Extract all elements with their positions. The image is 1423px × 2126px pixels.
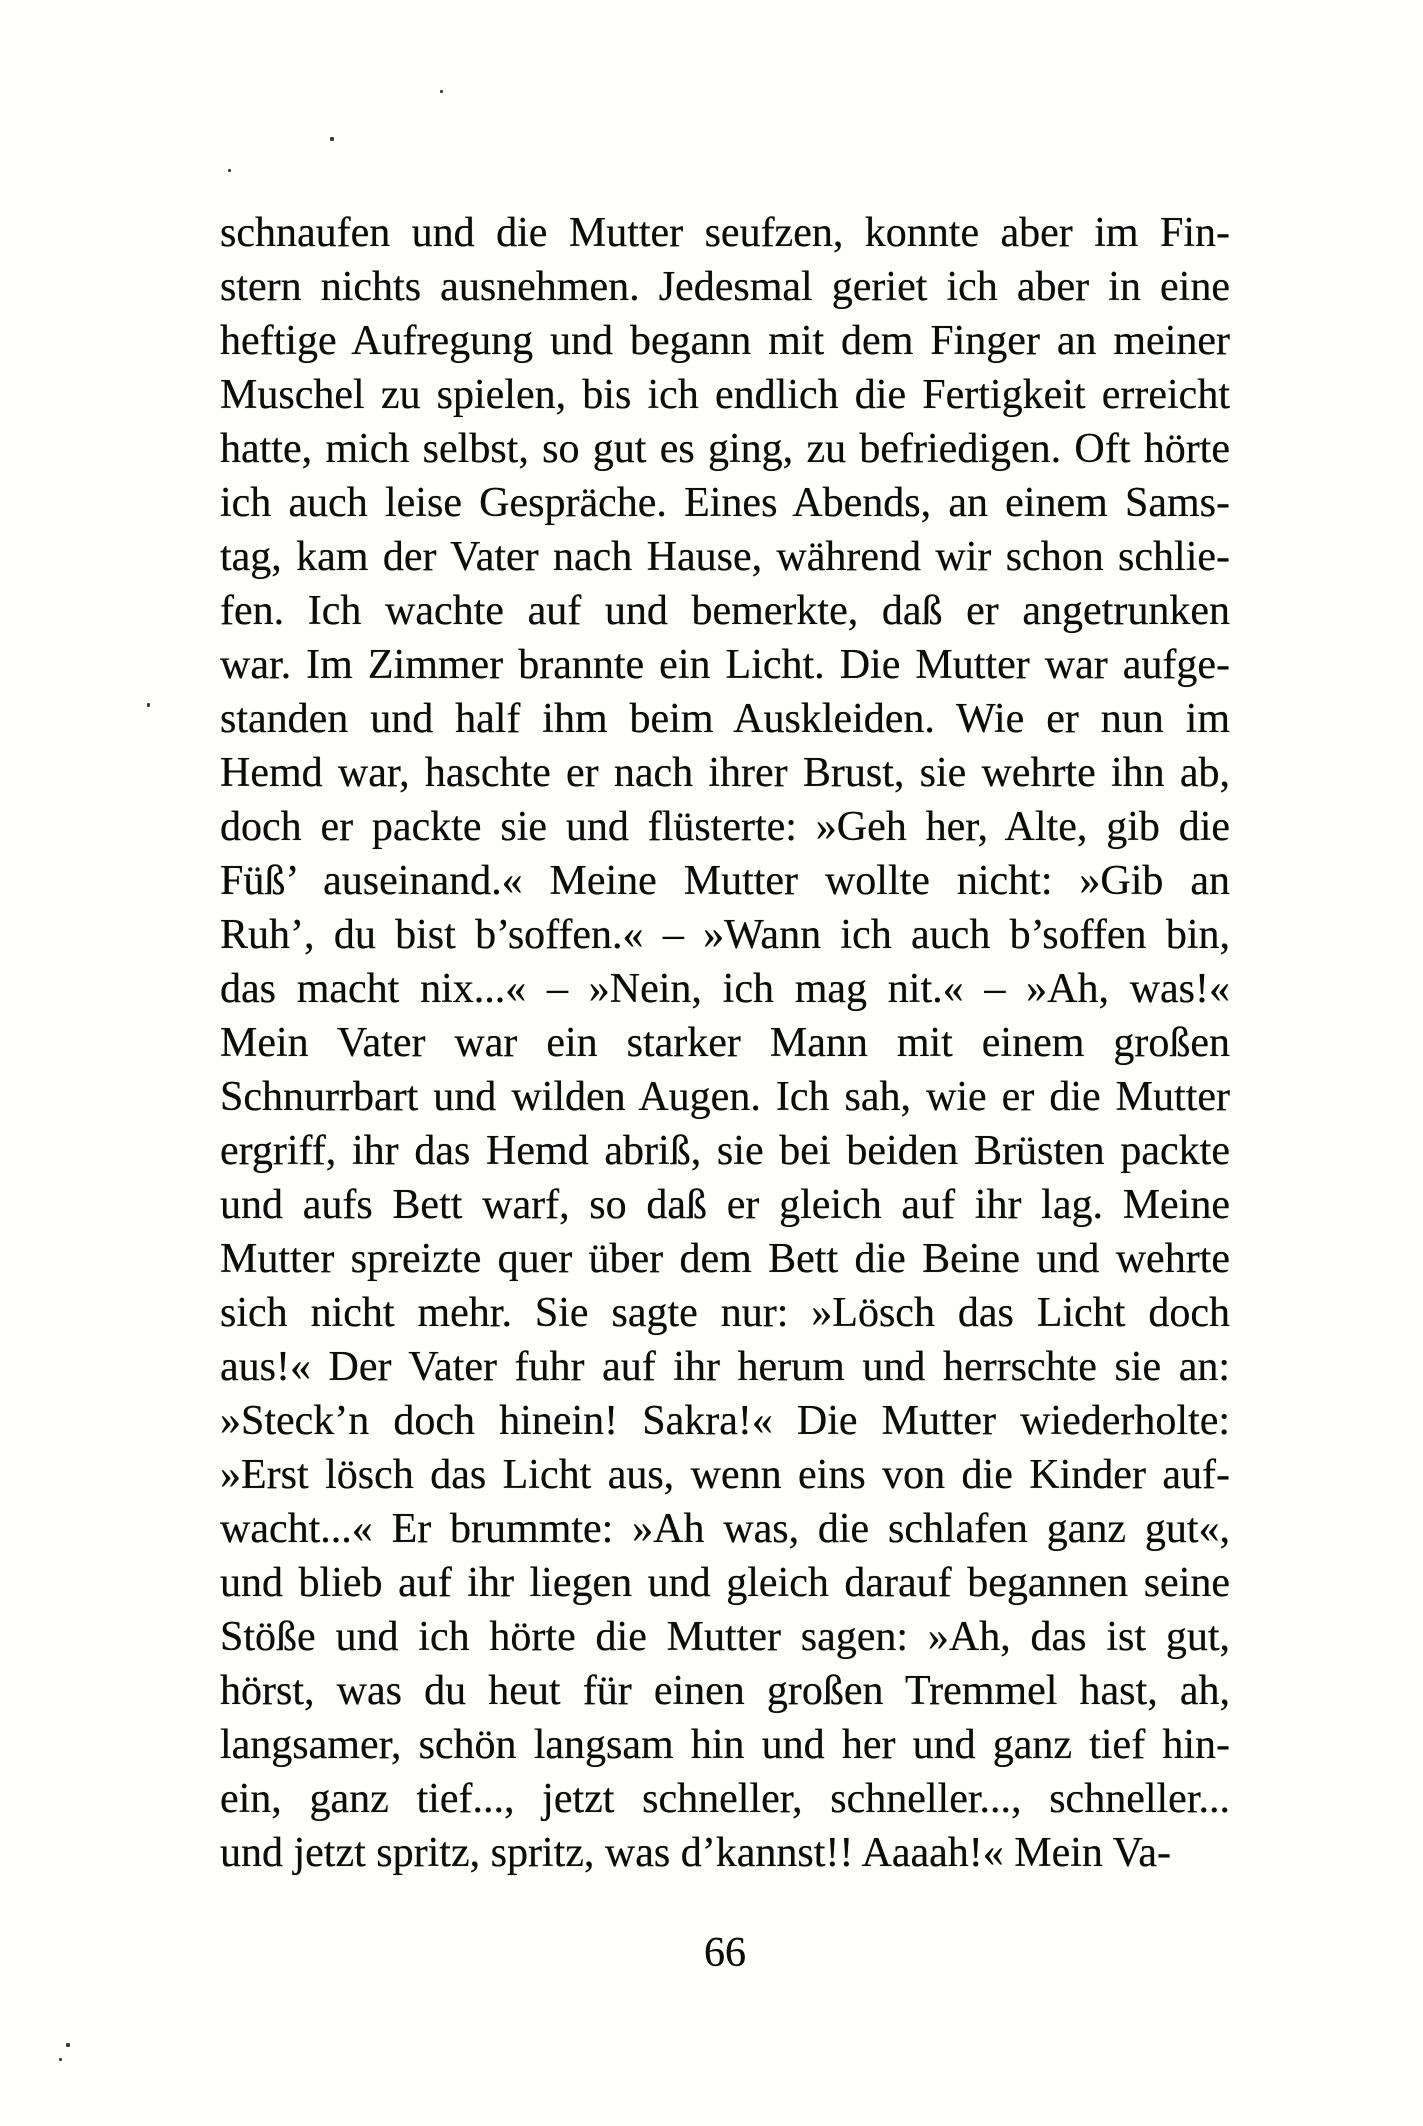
text-line: hörst, was du heut für einen großen Tremmel hast, ah, xyxy=(220,1668,1230,1714)
text-line: tag, kam der Vater nach Hause, während wir schon schlie- xyxy=(220,534,1230,580)
text-line: Muschel zu spielen, bis ich endlich die Fertigkeit erreicht xyxy=(220,372,1230,418)
scan-speck xyxy=(440,90,443,93)
text-line: schnaufen und die Mutter seufzen, konnte aber im Fin- xyxy=(220,210,1230,256)
scan-speck xyxy=(147,703,150,707)
text-line: hatte, mich selbst, so gut es ging, zu befriedigen. Oft hörte xyxy=(220,426,1230,472)
page-text-block xyxy=(220,206,1230,1880)
text-line: Ruh’, du bist b’soffen.« – »Wann ich auch b’soffen bin, xyxy=(220,912,1230,958)
text-line: und jetzt spritz, spritz, was d’kannst!! Aaaah!« Mein Va- xyxy=(220,1830,1171,1876)
text-line: sich nicht mehr. Sie sagte nur: »Lösch das Licht doch xyxy=(220,1290,1230,1336)
text-line: »Erst lösch das Licht aus, wenn eins von die Kinder auf- xyxy=(220,1452,1230,1498)
text-line: Füß’ auseinand.« Meine Mutter wollte nicht: »Gib an xyxy=(220,858,1230,904)
text-line: heftige Aufregung und begann mit dem Finger an meiner xyxy=(220,318,1230,364)
scan-speck xyxy=(66,2043,70,2047)
text-line: Stöße und ich hörte die Mutter sagen: »Ah, das ist gut, xyxy=(220,1614,1230,1660)
text-line: »Steck’n doch hinein! Sakra!« Die Mutter wiederholte: xyxy=(220,1398,1230,1444)
text-line: wacht...« Er brummte: »Ah was, die schlafen ganz gut«, xyxy=(220,1506,1230,1552)
text-line: das macht nix...« – »Nein, ich mag nit.« – »Ah, was!« xyxy=(220,966,1230,1012)
text-line: fen. Ich wachte auf und bemerkte, daß er angetrunken xyxy=(220,588,1230,634)
text-line: doch er packte sie und flüsterte: »Geh her, Alte, gib die xyxy=(220,804,1230,850)
scan-speck xyxy=(228,169,231,172)
scan-speck xyxy=(330,137,334,141)
text-line: stern nichts ausnehmen. Jedesmal geriet ich aber in eine xyxy=(220,264,1230,310)
text-line: war. Im Zimmer brannte ein Licht. Die Mutter war aufge- xyxy=(220,642,1230,688)
text-line: aus!« Der Vater fuhr auf ihr herum und herrschte sie an: xyxy=(220,1344,1230,1390)
page-number: 66 xyxy=(704,1930,746,1976)
scan-speck xyxy=(59,2058,62,2061)
text-line: und blieb auf ihr liegen und gleich darauf begannen seine xyxy=(220,1560,1230,1606)
text-line: ein, ganz tief..., jetzt schneller, schneller..., schneller... xyxy=(220,1776,1230,1822)
text-line: ich auch leise Gespräche. Eines Abends, an einem Sams- xyxy=(220,480,1230,526)
text-line: und aufs Bett warf, so daß er gleich auf ihr lag. Meine xyxy=(220,1182,1230,1228)
text-line: langsamer, schön langsam hin und her und ganz tief hin- xyxy=(220,1722,1230,1768)
text-line: Schnurrbart und wilden Augen. Ich sah, wie er die Mutter xyxy=(220,1074,1230,1120)
text-line: standen und half ihm beim Auskleiden. Wie er nun im xyxy=(220,696,1230,742)
text-line: Mutter spreizte quer über dem Bett die Beine und wehrte xyxy=(220,1236,1230,1282)
text-line: Mein Vater war ein starker Mann mit einem großen xyxy=(220,1020,1230,1066)
text-line: Hemd war, haschte er nach ihrer Brust, sie wehrte ihn ab, xyxy=(220,750,1230,796)
text-line: ergriff, ihr das Hemd abriß, sie bei beiden Brüsten packte xyxy=(220,1128,1230,1174)
